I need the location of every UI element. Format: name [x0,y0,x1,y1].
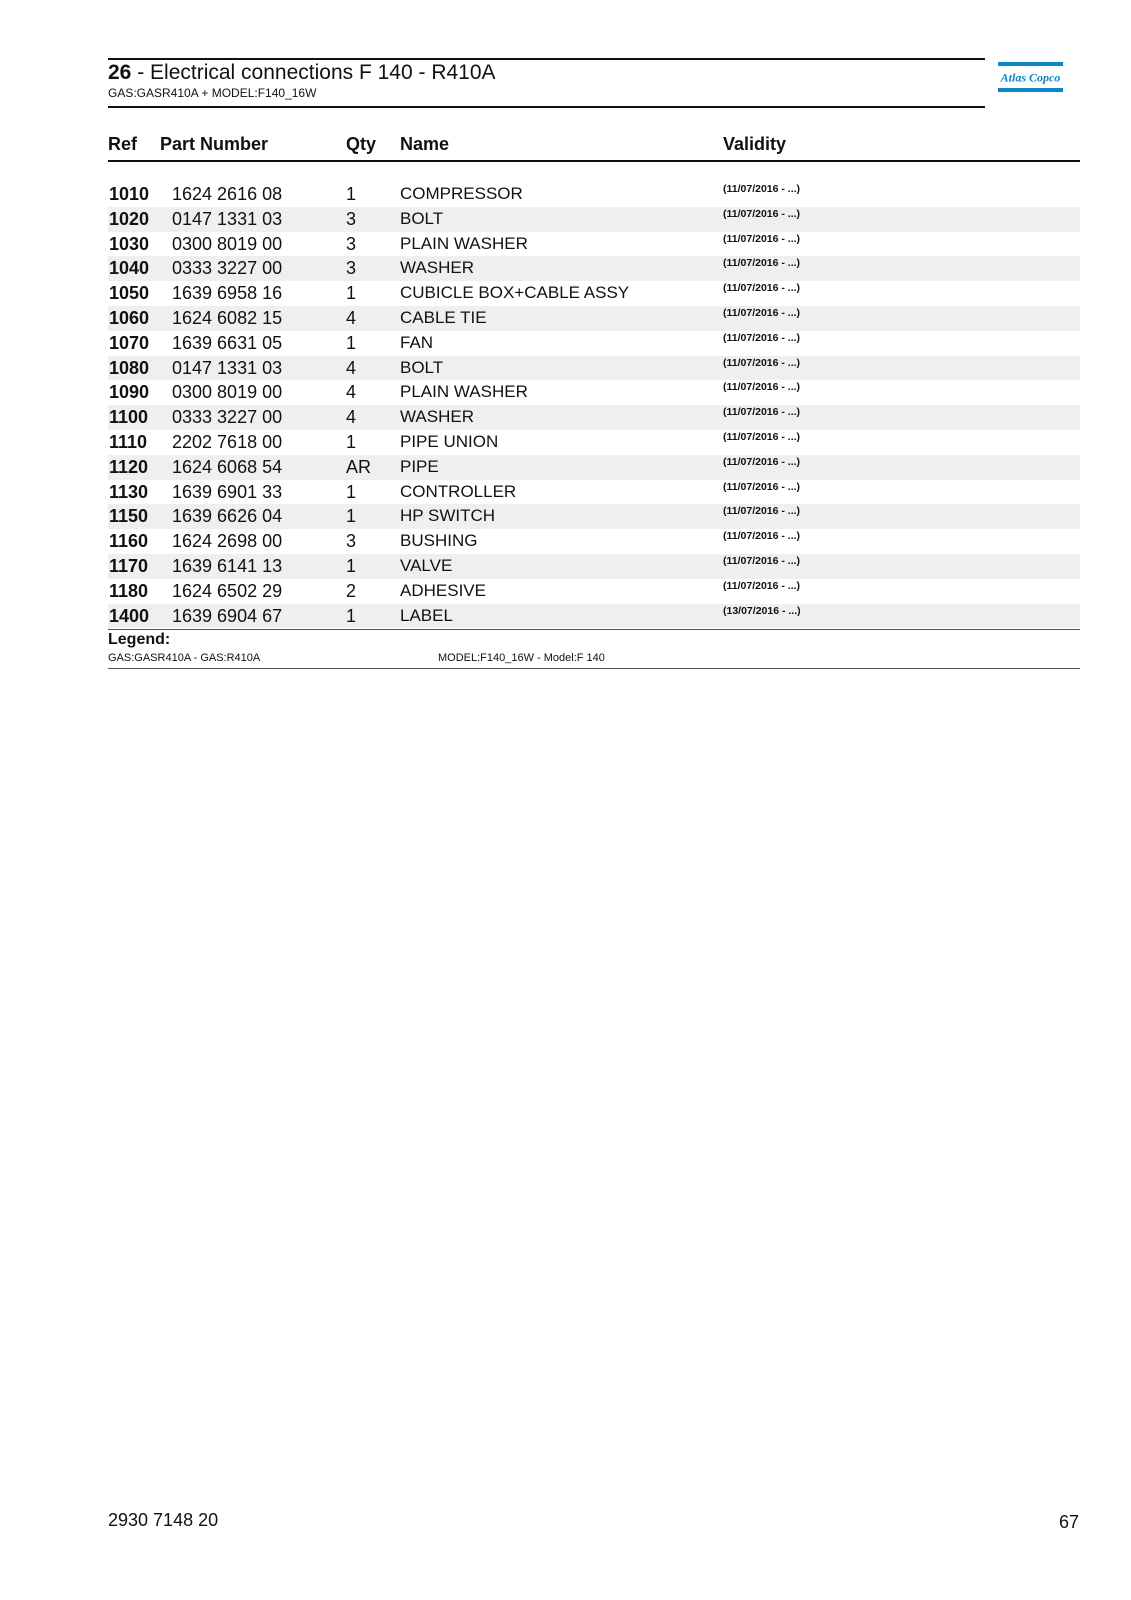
legend-gas: GAS:GASR410A - GAS:R410A [108,652,261,664]
cell-ref: 1010 [109,184,150,204]
table-row [108,207,1080,232]
table-bottom-rule [108,629,1080,630]
cell-qty: 4 [346,407,357,428]
cell-part-number: 1624 2698 00 [172,531,283,552]
cell-name: PIPE [400,456,439,476]
table-row [108,604,1080,629]
cell-validity: (11/07/2016 - ...) [723,579,801,592]
cell-name: BUSHING [400,531,478,551]
table-row [108,504,1080,529]
cell-ref: 1130 [109,481,149,502]
table-row [108,356,1080,381]
cell-part-number: 2202 7618 00 [172,431,283,452]
cell-name: PLAIN WASHER [400,233,528,253]
col-ref: Ref [108,134,138,154]
cell-name: ADHESIVE [400,580,486,600]
cell-qty: 4 [346,357,357,378]
parts-table [108,182,1080,628]
cell-qty: 3 [346,208,357,229]
cell-qty: 1 [346,555,357,576]
cell-ref: 1180 [109,580,149,601]
table-row [108,232,1080,257]
cell-part-number: 1624 2616 08 [172,184,283,204]
legend-model: MODEL:F140_16W - Model:F 140 [438,652,605,664]
cell-part-number: 1624 6082 15 [172,307,283,328]
cell-ref: 1090 [109,382,150,403]
cell-name: FAN [400,332,434,352]
table-row [108,405,1080,430]
table-row [108,331,1080,356]
document-number: 2930 7148 20 [108,1510,219,1530]
cell-ref: 1400 [109,605,150,626]
cell-validity: (11/07/2016 - ...) [723,183,801,195]
cell-qty: 3 [346,258,357,279]
cell-part-number: 0300 8019 00 [172,382,283,403]
cell-ref: 1150 [109,506,149,527]
cell-validity: (11/07/2016 - ...) [723,232,801,245]
table-row [108,455,1080,480]
cell-ref: 1030 [109,233,150,254]
cell-name: BOLT [400,208,444,228]
cell-validity: (11/07/2016 - ...) [723,406,801,419]
cell-name: WASHER [400,407,474,427]
cell-qty: 4 [346,382,357,403]
col-part-number: Part Number [160,134,269,154]
table-row [108,554,1080,579]
page-subtitle: GAS:GASR410A + MODEL:F140_16W [108,86,317,100]
cell-part-number: 1639 6141 13 [172,555,283,576]
cell-validity: (11/07/2016 - ...) [723,257,801,270]
table-row [108,430,1080,455]
cell-validity: (11/07/2016 - ...) [723,505,801,518]
cell-ref: 1040 [109,258,150,279]
cell-qty: 4 [346,307,357,328]
cell-validity: (13/07/2016 - ...) [723,604,801,617]
cell-name: BOLT [400,357,444,377]
cell-name: CUBICLE BOX+CABLE ASSY [400,283,630,303]
table-row [108,380,1080,405]
cell-part-number: 1639 6904 67 [172,605,283,626]
cell-validity: (11/07/2016 - ...) [723,430,801,443]
cell-qty: 2 [346,580,357,601]
cell-part-number: 1624 6502 29 [172,580,283,601]
section-title: - Electrical connections F 140 - R410A [131,61,496,84]
col-name: Name [400,134,450,154]
cell-ref: 1110 [109,431,148,452]
cell-name: HP SWITCH [400,506,496,526]
cell-name: PLAIN WASHER [400,382,528,402]
table-row [108,579,1080,604]
cell-part-number: 1639 6901 33 [172,481,283,502]
cell-part-number: 1639 6631 05 [172,332,283,353]
cell-ref: 1080 [109,357,150,378]
table-row [108,306,1080,331]
cell-name: COMPRESSOR [400,184,523,203]
cell-ref: 1050 [109,283,150,304]
legend-title: Legend: [108,631,171,648]
col-qty: Qty [346,134,377,154]
cell-part-number: 0333 3227 00 [172,407,283,428]
legend-rule [108,668,1080,669]
cell-validity: (11/07/2016 - ...) [723,455,801,468]
cell-validity: (11/07/2016 - ...) [723,381,801,394]
cell-qty: 1 [346,506,357,527]
cell-part-number: 1639 6958 16 [172,283,283,304]
cell-name: CONTROLLER [400,481,517,501]
table-row [108,256,1080,281]
page-header [108,58,985,108]
logo-text: Atlas Copco [1000,70,1061,85]
cell-validity: (11/07/2016 - ...) [723,207,801,220]
cell-part-number: 0333 3227 00 [172,258,283,279]
cell-validity: (11/07/2016 - ...) [723,331,801,344]
cell-validity: (11/07/2016 - ...) [723,306,801,319]
table-row [108,182,1080,207]
cell-qty: 3 [346,233,357,254]
cell-qty: 3 [346,531,357,552]
cell-ref: 1100 [109,407,149,428]
cell-qty: 1 [346,332,357,353]
cell-qty: AR [346,456,372,477]
cell-name: CABLE TIE [400,307,487,327]
cell-validity: (11/07/2016 - ...) [723,356,801,369]
cell-validity: (11/07/2016 - ...) [723,282,801,295]
cell-part-number: 1639 6626 04 [172,506,283,527]
col-validity: Validity [723,134,787,154]
cell-part-number: 0147 1331 03 [172,208,283,229]
atlas-copco-logo [998,62,1063,95]
page-title [108,61,496,85]
cell-qty: 1 [346,283,357,304]
cell-ref: 1070 [109,332,150,353]
cell-part-number: 0300 8019 00 [172,233,283,254]
cell-qty: 1 [346,184,357,204]
table-row [108,529,1080,554]
cell-part-number: 0147 1331 03 [172,357,283,378]
table-row [108,480,1080,505]
cell-qty: 1 [346,431,357,452]
cell-qty: 1 [346,605,357,626]
cell-ref: 1060 [109,307,150,328]
cell-name: PIPE UNION [400,431,499,451]
cell-validity: (11/07/2016 - ...) [723,530,801,543]
cell-validity: (11/07/2016 - ...) [723,480,801,493]
cell-ref: 1120 [109,456,149,477]
cell-name: LABEL [400,605,453,625]
cell-ref: 1170 [109,555,149,576]
section-number: 26 [108,61,132,84]
cell-name: VALVE [400,555,453,575]
table-header [108,130,1080,162]
cell-part-number: 1624 6068 54 [172,456,283,477]
cell-name: WASHER [400,258,474,278]
table-row [108,281,1080,306]
page-number: 67 [1058,1512,1079,1532]
cell-ref: 1160 [109,531,149,552]
cell-qty: 1 [346,481,357,502]
cell-ref: 1020 [109,208,150,229]
cell-validity: (11/07/2016 - ...) [723,554,801,567]
